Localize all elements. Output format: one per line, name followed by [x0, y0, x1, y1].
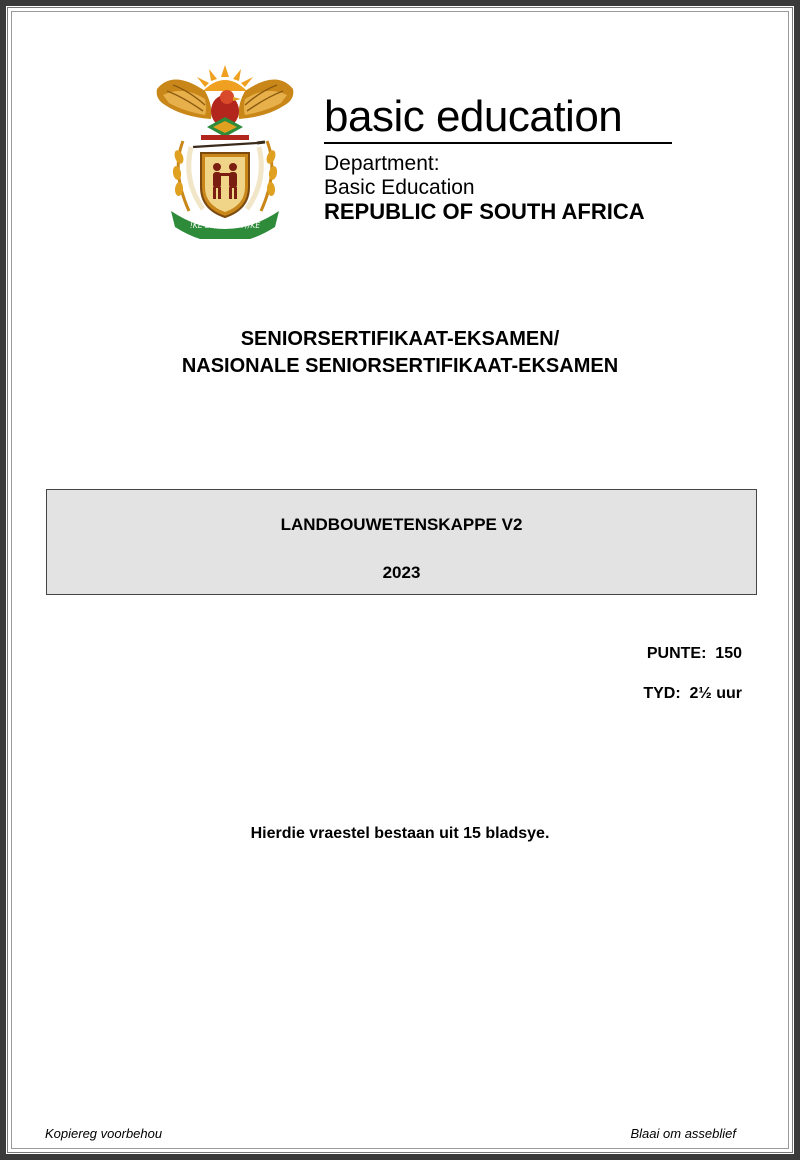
page-count-note: Hierdie vraestel bestaan uit 15 bladsye.	[250, 825, 550, 842]
brand-divider	[324, 142, 672, 144]
exam-title-line1: SENIORSERTIFIKAAT-EKSAMEN/	[240, 328, 560, 350]
department-name: Basic Education	[324, 176, 475, 199]
coat-of-arms-icon	[153, 61, 297, 239]
marks-label: PUNTE: 150	[646, 645, 742, 662]
footer-turn-over: Blaai om asseblief	[630, 1126, 736, 1141]
exam-title-line2: NASIONALE SENIORSERTIFIKAAT-EKSAMEN	[181, 355, 619, 377]
department-label: Department:	[324, 152, 440, 175]
subject-box	[46, 489, 757, 595]
subject-name: LANDBOUWETENSKAPPE V2	[280, 515, 523, 534]
country-name: REPUBLIC OF SOUTH AFRICA	[324, 199, 645, 224]
crest-motto: !KE E: /XARRA //KE	[189, 221, 261, 230]
subject-year: 2023	[382, 563, 421, 582]
time-label: TYD: 2½ uur	[643, 685, 742, 702]
footer-copyright: Kopiereg voorbehou	[45, 1126, 163, 1141]
brand-title: basic education	[324, 92, 623, 141]
